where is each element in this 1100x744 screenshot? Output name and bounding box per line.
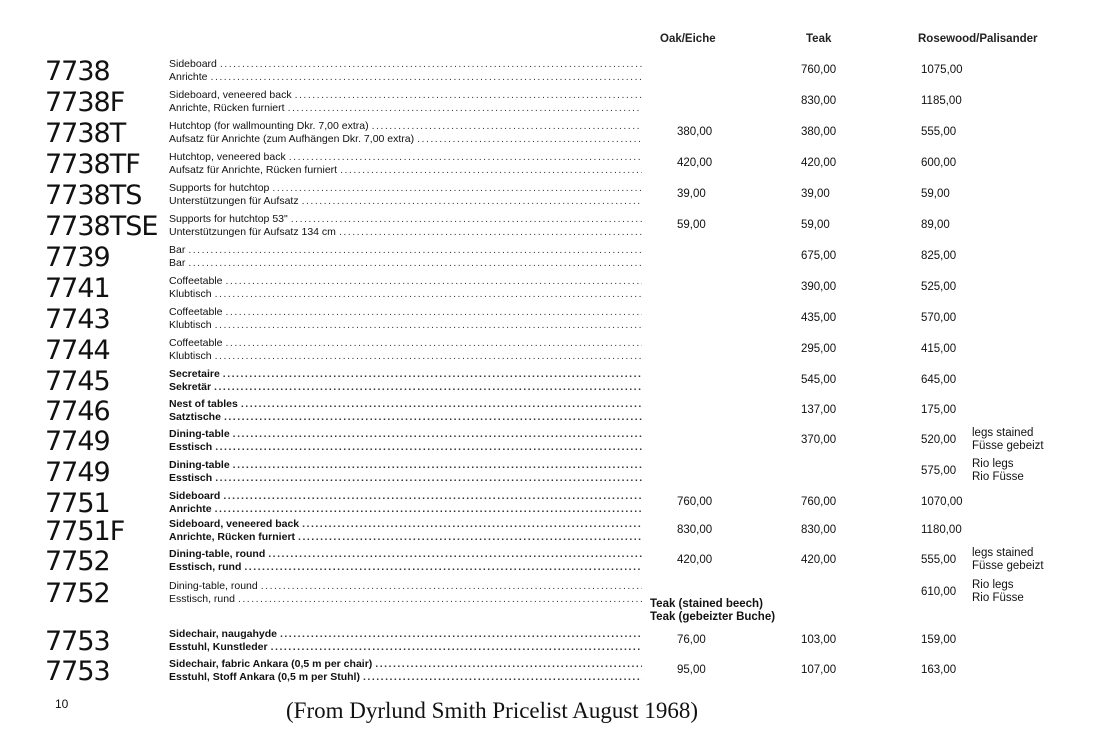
leader-dots	[244, 561, 642, 574]
leader-dots	[224, 411, 642, 424]
description-de: Anrichte, Rücken furniert	[169, 101, 285, 114]
item-description	[169, 89, 642, 114]
price-oak: 760,00	[677, 496, 713, 508]
leader-dots	[340, 164, 642, 177]
description-en: Coffeetable	[169, 275, 223, 287]
description-de: Sekretär	[169, 380, 212, 393]
item-description	[169, 490, 642, 515]
item-description	[169, 518, 642, 543]
table-row	[0, 366, 1100, 397]
row-note	[972, 579, 1024, 604]
description-en: Dining-table	[169, 428, 230, 440]
price-teak: 420,00	[801, 554, 837, 566]
item-description	[169, 306, 642, 331]
beech-subheader-de: Teak (gebeizter Buche)	[650, 611, 776, 623]
item-description	[169, 580, 642, 605]
price-rosewood: 1185,00	[921, 95, 962, 107]
price-rosewood: 159,00	[921, 634, 957, 646]
description-de: Klubtisch	[169, 349, 212, 362]
row-note-line: Füsse gebeizt	[972, 559, 1044, 572]
leader-dots	[215, 472, 642, 485]
leader-dots	[215, 350, 642, 363]
price-rosewood: 1180,00	[921, 524, 962, 536]
description-de: Aufsatz für Anrichte, Rücken furniert	[169, 163, 338, 176]
description-en: Sideboard	[169, 58, 217, 70]
table-row	[0, 626, 1100, 657]
column-header-teak: Teak	[806, 33, 832, 45]
description-de: Esstisch, rund	[169, 560, 242, 573]
item-number: 7738T	[45, 118, 126, 149]
leader-dots	[372, 120, 642, 133]
leader-dots	[211, 71, 642, 84]
table-row	[0, 457, 1100, 488]
beech-subheader	[650, 598, 775, 624]
leader-dots	[417, 133, 642, 146]
price-oak: 59,00	[677, 219, 706, 231]
leader-dots	[226, 337, 642, 350]
leader-dots	[226, 306, 642, 319]
price-oak: 380,00	[677, 126, 713, 138]
item-number: 7745	[45, 366, 110, 397]
leader-dots	[226, 275, 642, 288]
price-rosewood: 645,00	[921, 374, 957, 386]
description-de: Unterstützungen für Aufsatz 134 cm	[169, 225, 336, 238]
leader-dots	[271, 641, 642, 654]
table-row	[0, 656, 1100, 687]
price-rosewood: 555,00	[921, 554, 957, 566]
description-en: Dining-table, round	[169, 580, 258, 592]
price-teak: 103,00	[801, 634, 837, 646]
price-oak: 39,00	[677, 188, 706, 200]
column-header-oak: Oak/Eiche	[660, 33, 716, 45]
item-number: 7753	[45, 656, 110, 687]
item-description	[169, 275, 642, 300]
price-oak: 420,00	[677, 554, 713, 566]
leader-dots	[215, 441, 642, 454]
item-number: 7743	[45, 304, 110, 335]
price-rosewood: 600,00	[921, 157, 957, 169]
description-de: Klubtisch	[169, 318, 212, 331]
description-en: Hutchtop, veneered back	[169, 151, 286, 163]
description-de: Esstuhl, Kunstleder	[169, 640, 268, 653]
leader-dots	[280, 628, 642, 641]
beech-subheader-en: Teak (stained beech)	[650, 598, 763, 610]
row-note-line: Rio Füsse	[972, 470, 1024, 483]
description-en: Supports for hutchtop 53"	[169, 213, 288, 225]
item-description	[169, 151, 642, 176]
description-de: Aufsatz für Anrichte (zum Aufhängen Dkr. 7,00 extra)	[169, 132, 415, 145]
price-teak: 675,00	[801, 250, 837, 262]
table-row	[0, 488, 1100, 519]
row-note-line: legs stained	[972, 427, 1034, 439]
table-row	[0, 516, 1100, 547]
description-en: Secretaire	[169, 368, 220, 380]
description-en: Sideboard, veneered back	[169, 89, 292, 101]
caption: (From Dyrlund Smith Pricelist August 1968)	[286, 698, 699, 723]
description-de: Satztische	[169, 410, 221, 423]
description-de: Unterstützungen für Aufsatz	[169, 194, 299, 207]
item-description	[169, 120, 642, 145]
price-rosewood: 825,00	[921, 250, 957, 262]
price-rosewood: 175,00	[921, 404, 957, 416]
description-en: Coffeetable	[169, 337, 223, 349]
description-de: Esstisch	[169, 440, 213, 453]
table-row	[0, 87, 1100, 118]
leader-dots	[215, 319, 642, 332]
item-description	[169, 182, 642, 207]
price-teak: 107,00	[801, 664, 837, 676]
table-row	[0, 335, 1100, 366]
description-de: Anrichte	[169, 70, 208, 83]
table-row	[0, 56, 1100, 87]
item-number: 7738TSE	[45, 211, 158, 242]
leader-dots	[375, 658, 642, 671]
price-rosewood: 570,00	[921, 312, 957, 324]
leader-dots	[188, 244, 642, 257]
price-rosewood: 1070,00	[921, 496, 963, 508]
description-en: Dining-table, round	[169, 548, 266, 560]
price-rosewood: 1075,00	[921, 64, 963, 76]
description-en: Bar	[169, 244, 186, 256]
price-teak: 59,00	[801, 219, 830, 231]
description-de: Esstisch, rund	[169, 592, 235, 605]
price-rosewood: 525,00	[921, 281, 957, 293]
item-number: 7744	[45, 335, 110, 366]
item-description	[169, 244, 642, 269]
table-row	[0, 211, 1100, 242]
item-description	[169, 548, 642, 573]
item-number: 7751	[45, 488, 110, 519]
item-description	[169, 459, 642, 484]
leader-dots	[339, 226, 642, 239]
description-en: Sidechair, fabric Ankara (0,5 m per chair)	[169, 658, 373, 670]
row-note	[972, 427, 1044, 452]
row-note-line: Rio legs	[972, 579, 1014, 591]
price-oak: 76,00	[677, 634, 706, 646]
price-teak: 760,00	[801, 496, 837, 508]
item-number: 7752	[45, 578, 110, 609]
price-teak: 380,00	[801, 126, 837, 138]
table-row	[0, 149, 1100, 180]
price-rosewood: 575,00	[921, 465, 957, 477]
description-de: Anrichte, Rücken furniert	[169, 530, 296, 543]
leader-dots	[233, 459, 642, 472]
price-oak: 420,00	[677, 157, 713, 169]
description-en: Dining-table	[169, 459, 230, 471]
leader-dots	[272, 182, 642, 195]
table-row	[0, 546, 1100, 577]
leader-dots	[188, 257, 642, 270]
description-en: Sideboard, veneered back	[169, 518, 300, 530]
item-description	[169, 628, 642, 653]
table-row	[0, 273, 1100, 304]
price-teak: 370,00	[801, 434, 837, 446]
item-description	[169, 337, 642, 362]
description-en: Nest of tables	[169, 398, 238, 410]
leader-dots	[238, 593, 642, 606]
price-teak: 137,00	[801, 404, 837, 416]
price-teak: 830,00	[801, 524, 837, 536]
item-number: 7741	[45, 273, 110, 304]
price-teak: 295,00	[801, 343, 837, 355]
item-number: 7738	[45, 56, 110, 87]
description-en: Hutchtop (for wallmounting Dkr. 7,00 extra)	[169, 120, 369, 132]
table-row	[0, 180, 1100, 211]
item-description	[169, 368, 642, 393]
item-description	[169, 398, 642, 423]
description-de: Klubtisch	[169, 287, 212, 300]
price-rosewood: 610,00	[921, 586, 957, 598]
row-note	[972, 458, 1024, 483]
price-oak: 95,00	[677, 664, 706, 676]
table-row	[0, 396, 1100, 427]
description-en: Sideboard	[169, 490, 221, 502]
price-oak: 830,00	[677, 524, 713, 536]
row-note-line: Füsse gebeizt	[972, 439, 1044, 452]
table-row	[0, 242, 1100, 273]
price-teak: 390,00	[801, 281, 837, 293]
leader-dots	[215, 288, 642, 301]
leader-dots	[288, 102, 642, 115]
leader-dots	[363, 671, 642, 684]
item-number: 7738TF	[45, 149, 140, 180]
row-note	[972, 547, 1044, 572]
table-row	[0, 578, 1100, 609]
price-rosewood: 555,00	[921, 126, 957, 138]
page-number: 10	[55, 697, 69, 711]
item-description	[169, 213, 642, 238]
leader-dots	[214, 381, 642, 394]
item-description	[169, 58, 642, 83]
leader-dots	[261, 580, 642, 593]
column-header-rosewood: Rosewood/Palisander	[918, 33, 1038, 45]
row-note-line: Rio Füsse	[972, 591, 1024, 604]
leader-dots	[223, 490, 642, 503]
item-number: 7753	[45, 626, 110, 657]
leader-dots	[268, 548, 642, 561]
description-de: Bar	[169, 256, 186, 269]
leader-dots	[291, 213, 642, 226]
description-de: Esstuhl, Stoff Ankara (0,5 m per Stuhl)	[169, 670, 360, 683]
description-en: Coffeetable	[169, 306, 223, 318]
price-rosewood: 89,00	[921, 219, 950, 231]
table-row	[0, 118, 1100, 149]
leader-dots	[233, 428, 642, 441]
description-en: Supports for hutchtop	[169, 182, 270, 194]
leader-dots	[302, 195, 642, 208]
leader-dots	[220, 58, 642, 71]
table-row	[0, 304, 1100, 335]
leader-dots	[223, 368, 642, 381]
price-rosewood: 59,00	[921, 188, 950, 200]
item-number: 7752	[45, 546, 110, 577]
leader-dots	[289, 151, 642, 164]
item-description	[169, 428, 642, 453]
item-description	[169, 658, 642, 683]
price-teak: 420,00	[801, 157, 837, 169]
price-rosewood: 415,00	[921, 343, 957, 355]
price-teak: 39,00	[801, 188, 830, 200]
item-number: 7738F	[45, 87, 125, 118]
description-en: Sidechair, naugahyde	[169, 628, 277, 640]
item-number: 7746	[45, 396, 110, 427]
table-row	[0, 426, 1100, 457]
leader-dots	[302, 518, 642, 531]
price-teak: 435,00	[801, 312, 837, 324]
row-note-line: legs stained	[972, 547, 1034, 559]
description-de: Anrichte	[169, 502, 212, 515]
price-teak: 760,00	[801, 64, 837, 76]
item-number: 7738TS	[45, 180, 142, 211]
item-number: 7751F	[45, 516, 125, 547]
item-number: 7749	[45, 426, 110, 457]
price-rosewood: 520,00	[921, 434, 957, 446]
description-de: Esstisch	[169, 471, 213, 484]
leader-dots	[215, 503, 642, 516]
row-note-line: Rio legs	[972, 458, 1014, 470]
price-teak: 545,00	[801, 374, 837, 386]
leader-dots	[241, 398, 642, 411]
item-number: 7739	[45, 242, 110, 273]
leader-dots	[295, 89, 642, 102]
price-rosewood: 163,00	[921, 664, 957, 676]
item-number: 7749	[45, 457, 110, 488]
leader-dots	[298, 531, 642, 544]
price-teak: 830,00	[801, 95, 837, 107]
